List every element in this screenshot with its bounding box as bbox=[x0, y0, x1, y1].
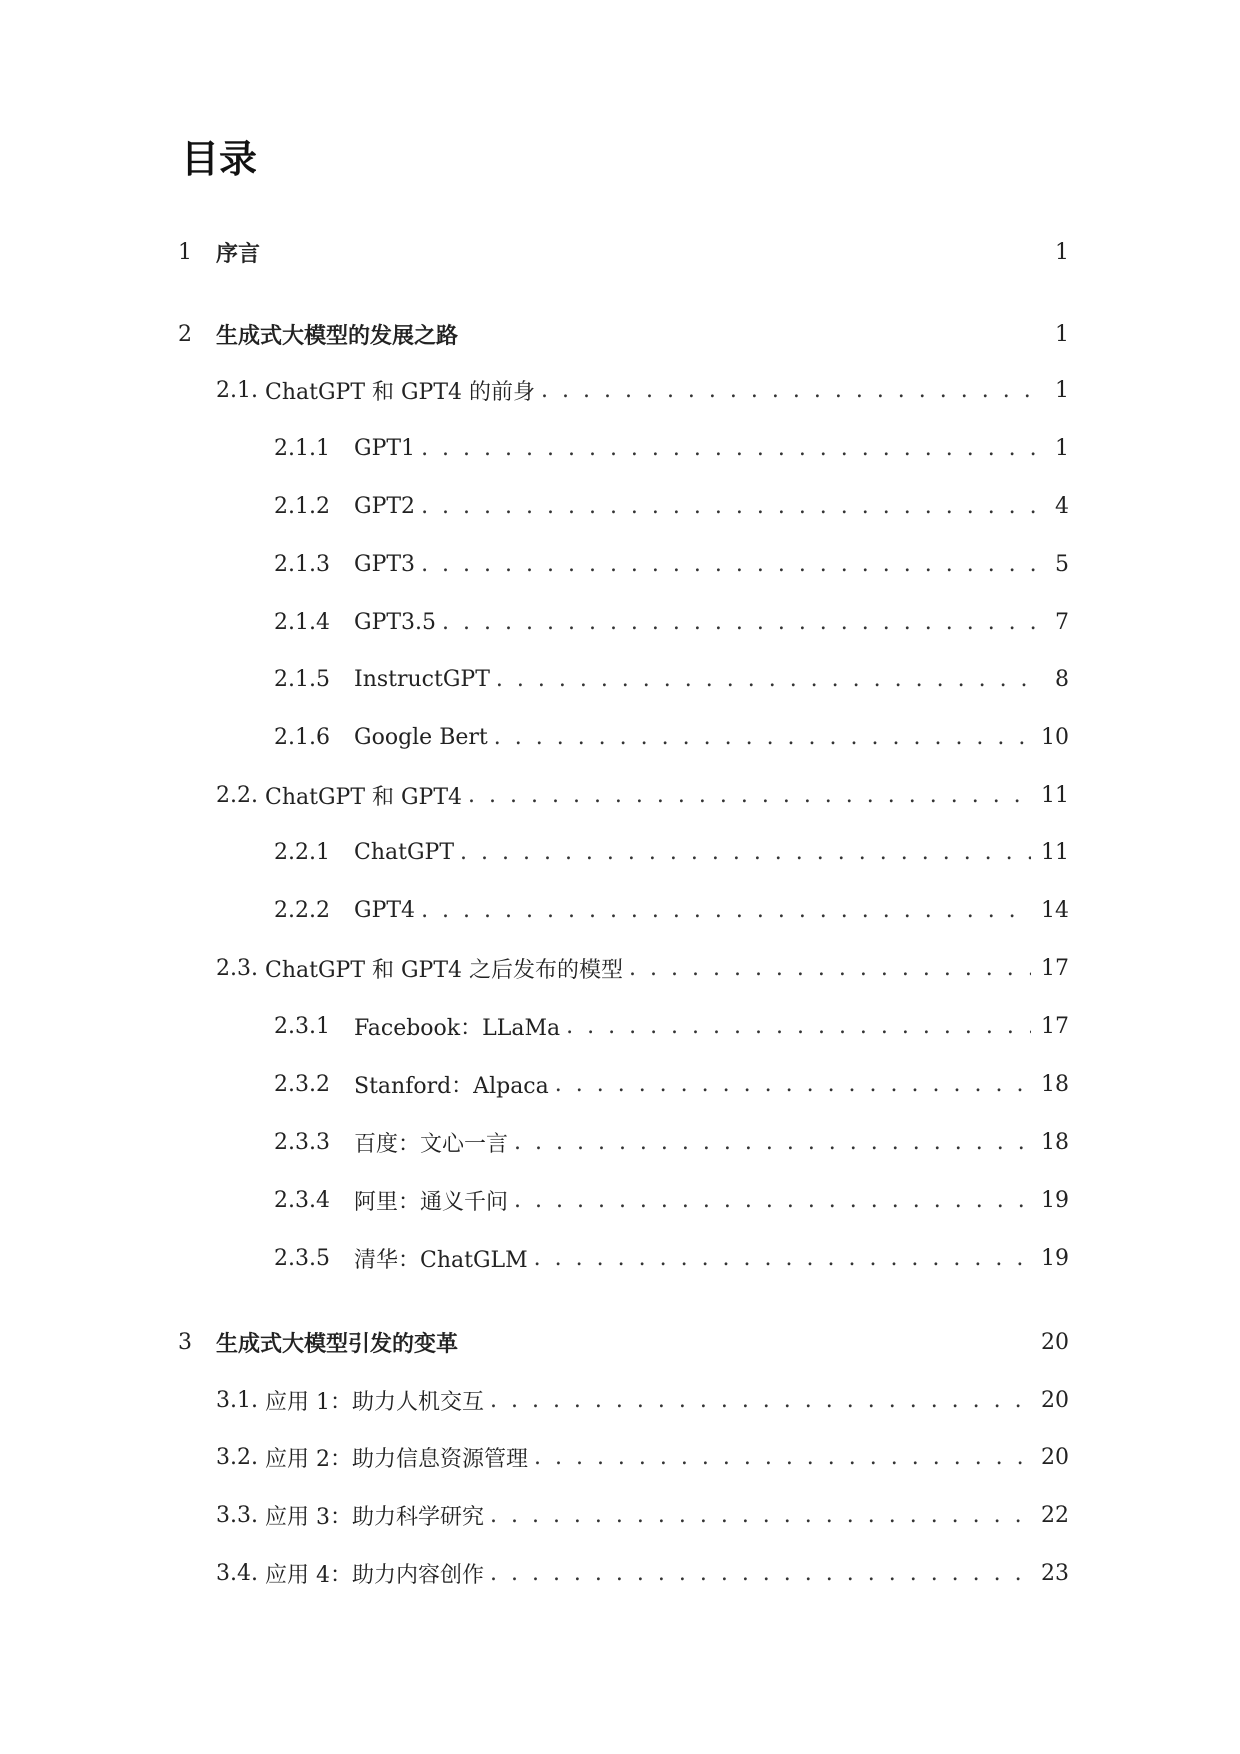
toc-entry-number: 2.3.2 bbox=[274, 1071, 330, 1097]
toc-entry[interactable] bbox=[274, 1126, 1069, 1158]
toc-entry-title: 序言 bbox=[216, 240, 261, 267]
toc-dot-leader bbox=[514, 1188, 1031, 1213]
toc-entry-page-number: 4 bbox=[1055, 493, 1069, 519]
toc-entry-page-number: 22 bbox=[1041, 1502, 1069, 1528]
toc-entry-number: 2.1.3 bbox=[274, 551, 330, 577]
toc-entry-number: 3.1. bbox=[216, 1387, 258, 1413]
toc-dot-leader bbox=[555, 1072, 1031, 1097]
toc-entry-page-number: 23 bbox=[1041, 1560, 1069, 1586]
toc-entry[interactable] bbox=[274, 894, 1069, 926]
toc-entry-title: 应用 2：助力信息资源管理 bbox=[264, 1446, 528, 1472]
toc-entry-title: ChatGPT 和 GPT4 bbox=[264, 784, 463, 810]
toc-entry-page-number: 7 bbox=[1055, 609, 1069, 635]
toc-dot-leader bbox=[421, 552, 1037, 577]
toc-entry-page-number: 1 bbox=[1055, 239, 1069, 265]
toc-entry-number: 2.2. bbox=[216, 782, 258, 808]
toc-dot-leader bbox=[534, 1445, 1031, 1470]
toc-dot-leader bbox=[460, 840, 1031, 865]
page-title: 目录 bbox=[181, 136, 258, 181]
toc-entry-title: 清华：ChatGLM bbox=[354, 1247, 528, 1273]
toc-entry-page-number: 1 bbox=[1055, 321, 1069, 347]
toc-dot-leader bbox=[541, 378, 1037, 403]
toc-entry[interactable] bbox=[216, 952, 1069, 984]
toc-entry[interactable] bbox=[216, 1557, 1069, 1589]
toc-entry[interactable] bbox=[178, 236, 1069, 268]
toc-entry-number: 2.1.1 bbox=[274, 435, 330, 461]
toc-entry-number: 2.3. bbox=[216, 955, 258, 981]
toc-entry-number: 2 bbox=[178, 321, 192, 347]
toc-entry-page-number: 11 bbox=[1041, 839, 1069, 865]
toc-entry[interactable] bbox=[274, 1184, 1069, 1216]
toc-entry-page-number: 18 bbox=[1041, 1071, 1069, 1097]
toc-dot-leader bbox=[514, 1130, 1031, 1155]
toc-entry-title: GPT3.5 bbox=[354, 609, 437, 635]
toc-entry-number: 2.2.2 bbox=[274, 897, 330, 923]
toc-entry-title: GPT2 bbox=[354, 493, 416, 519]
toc-entry[interactable] bbox=[274, 1068, 1069, 1100]
toc-entry-title: Google Bert bbox=[354, 724, 488, 750]
toc-entry[interactable] bbox=[274, 1242, 1069, 1274]
toc-entry-number: 2.1. bbox=[216, 377, 258, 403]
toc-entry[interactable] bbox=[216, 1441, 1069, 1473]
toc-entry-title: GPT3 bbox=[354, 551, 416, 577]
toc-entry[interactable] bbox=[274, 663, 1069, 695]
toc-entry-page-number: 1 bbox=[1055, 435, 1069, 461]
toc-entry-number: 2.1.4 bbox=[274, 609, 330, 635]
toc-entry-page-number: 8 bbox=[1055, 666, 1069, 692]
toc-entry-title: ChatGPT 和 GPT4 之后发布的模型 bbox=[264, 957, 624, 983]
toc-entry-page-number: 18 bbox=[1041, 1129, 1069, 1155]
toc-dot-leader bbox=[534, 1246, 1031, 1271]
toc-entry-title: 应用 3：助力科学研究 bbox=[264, 1504, 484, 1530]
toc-entry[interactable] bbox=[274, 1010, 1069, 1042]
toc-entry-title: Stanford：Alpaca bbox=[354, 1073, 549, 1099]
toc-entry-title: 应用 4：助力内容创作 bbox=[264, 1562, 484, 1588]
toc-entry-page-number: 17 bbox=[1041, 1013, 1069, 1039]
toc-entry-number: 2.3.5 bbox=[274, 1245, 330, 1271]
toc-entry[interactable] bbox=[178, 318, 1069, 350]
toc-entry-number: 1 bbox=[178, 239, 192, 265]
toc-entry-title: GPT1 bbox=[354, 435, 416, 461]
toc-entry-page-number: 20 bbox=[1041, 1329, 1069, 1355]
toc-entry-title: 百度：文心一言 bbox=[354, 1131, 509, 1157]
toc-entry[interactable] bbox=[178, 1326, 1069, 1358]
toc-entry-title: 生成式大模型引发的变革 bbox=[216, 1330, 459, 1357]
toc-entry[interactable] bbox=[274, 836, 1069, 868]
toc-dot-leader bbox=[629, 956, 1031, 981]
toc-dot-leader bbox=[566, 1014, 1031, 1039]
toc-entry-number: 3 bbox=[178, 1329, 192, 1355]
toc-dot-leader bbox=[421, 436, 1037, 461]
toc-entry-page-number: 19 bbox=[1041, 1187, 1069, 1213]
toc-dot-leader bbox=[468, 783, 1031, 808]
toc-entry-page-number: 10 bbox=[1041, 724, 1069, 750]
toc-dot-leader bbox=[490, 1503, 1031, 1528]
toc-entry-page-number: 20 bbox=[1041, 1444, 1069, 1470]
toc-entry-number: 2.3.4 bbox=[274, 1187, 330, 1213]
toc-dot-leader bbox=[421, 898, 1031, 923]
toc-entry-page-number: 1 bbox=[1055, 377, 1069, 403]
toc-entry-number: 2.1.2 bbox=[274, 493, 330, 519]
toc-dot-leader bbox=[442, 610, 1037, 635]
toc-entry[interactable] bbox=[274, 490, 1069, 522]
toc-dot-leader bbox=[494, 725, 1031, 750]
toc-entry-number: 3.4. bbox=[216, 1560, 258, 1586]
toc-entry-number: 2.3.3 bbox=[274, 1129, 330, 1155]
toc-entry-page-number: 20 bbox=[1041, 1387, 1069, 1413]
toc-entry-page-number: 11 bbox=[1041, 782, 1069, 808]
toc-entry-number: 2.1.6 bbox=[274, 724, 330, 750]
toc-entry-title: GPT4 bbox=[354, 897, 416, 923]
toc-entry-title: InstructGPT bbox=[354, 666, 490, 692]
toc-entry-page-number: 17 bbox=[1041, 955, 1069, 981]
toc-entry-title: Facebook：LLaMa bbox=[354, 1015, 561, 1041]
toc-entry-number: 2.2.1 bbox=[274, 839, 330, 865]
toc-entry-number: 3.3. bbox=[216, 1502, 258, 1528]
toc-dot-leader bbox=[421, 494, 1037, 519]
toc-entry-title: 阿里：通义千问 bbox=[354, 1189, 509, 1215]
toc-entry-title: ChatGPT 和 GPT4 的前身 bbox=[264, 379, 536, 405]
toc-entry[interactable] bbox=[216, 1499, 1069, 1531]
toc-entry[interactable] bbox=[274, 606, 1069, 638]
toc-entry[interactable] bbox=[216, 779, 1069, 811]
toc-entry-page-number: 14 bbox=[1041, 897, 1069, 923]
toc-entry-title: 生成式大模型的发展之路 bbox=[216, 322, 459, 349]
toc-entry-number: 3.2. bbox=[216, 1444, 258, 1470]
toc-entry[interactable] bbox=[216, 1384, 1069, 1416]
toc-entry[interactable] bbox=[274, 721, 1069, 753]
toc-entry-title: ChatGPT bbox=[354, 839, 455, 865]
toc-entry-page-number: 19 bbox=[1041, 1245, 1069, 1271]
toc-entry[interactable] bbox=[274, 432, 1069, 464]
toc-dot-leader bbox=[496, 667, 1037, 692]
toc-dot-leader bbox=[490, 1561, 1031, 1586]
toc-entry[interactable] bbox=[216, 374, 1069, 406]
toc-dot-leader bbox=[490, 1388, 1031, 1413]
toc-entry-page-number: 5 bbox=[1055, 551, 1069, 577]
toc-entry[interactable] bbox=[274, 548, 1069, 580]
toc-entry-number: 2.1.5 bbox=[274, 666, 330, 692]
toc-entry-number: 2.3.1 bbox=[274, 1013, 330, 1039]
toc-entry-title: 应用 1：助力人机交互 bbox=[264, 1389, 484, 1415]
